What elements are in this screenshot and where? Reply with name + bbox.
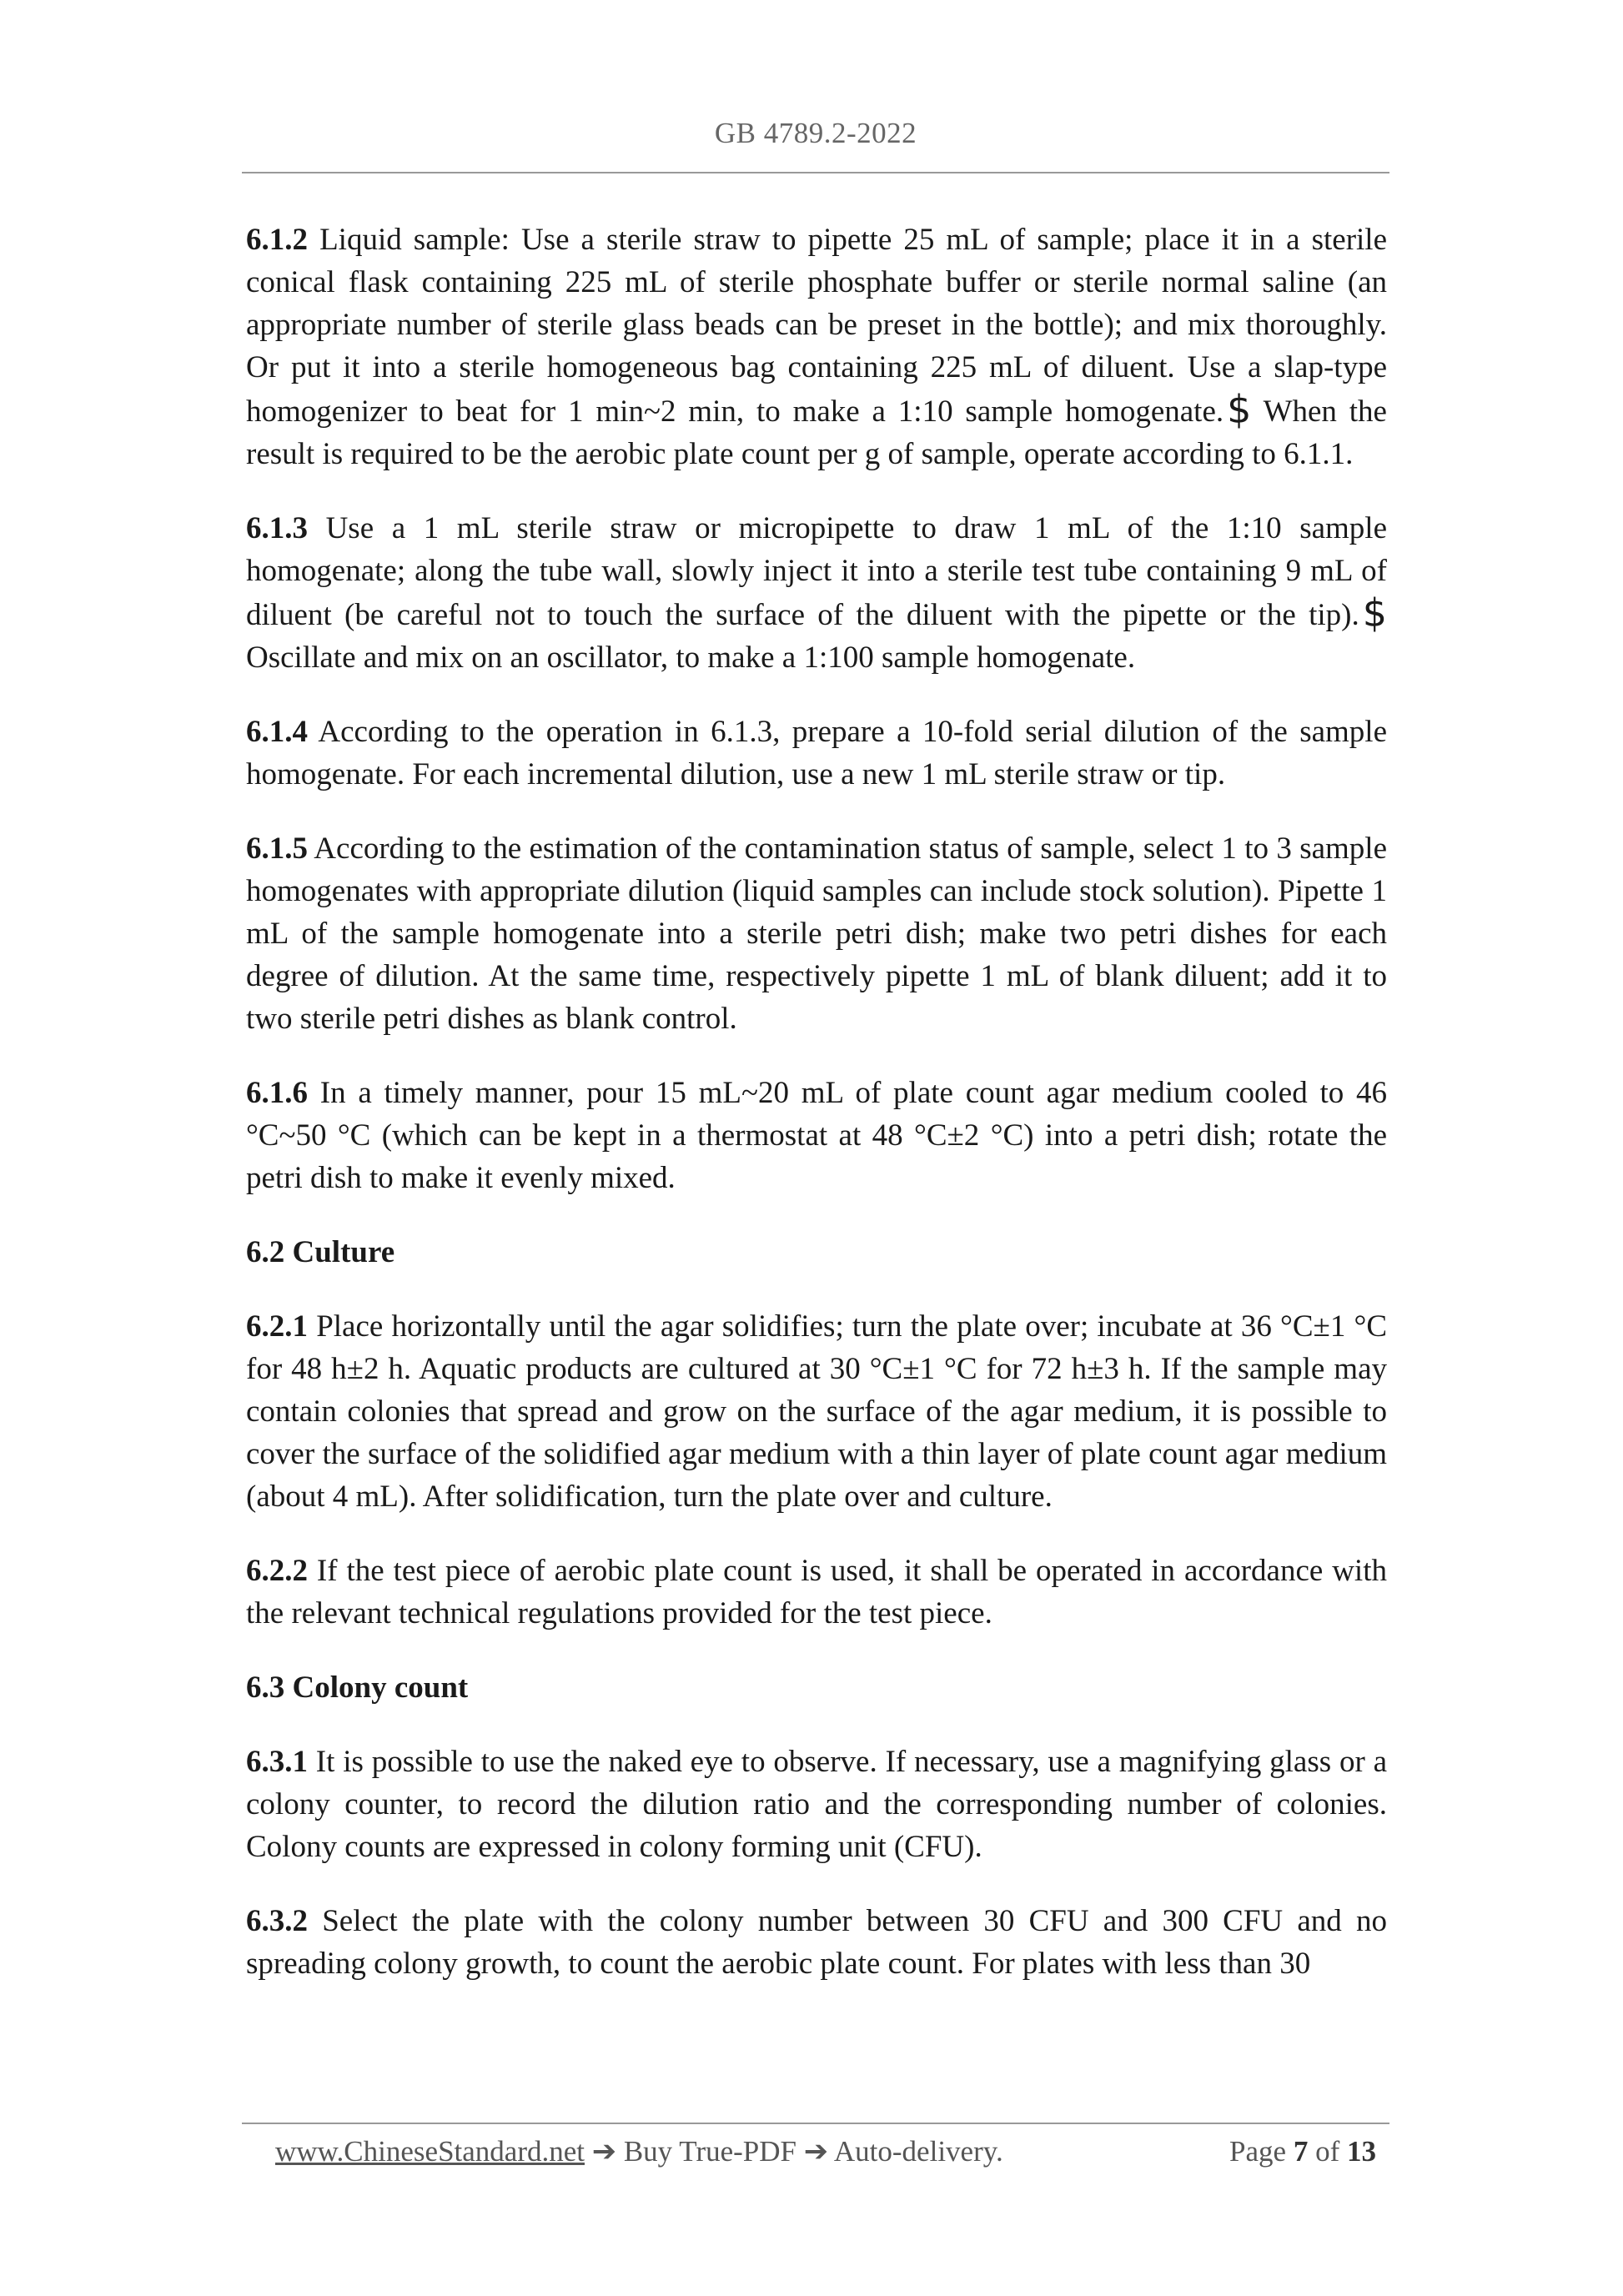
document-body — [246, 219, 1387, 2017]
dollar-mark: $ — [1362, 590, 1387, 636]
clause-text: According to the estimation of the contamination status of sample, select 1 to 3 sample homogenates with appropriate dilution (liquid samples can include stock solution). Pipette 1 mL of the sample homogenate into a sterile petri dish; make two petri dishes for each degree of dilution. At the same time, respectively pipette 1 mL of blank diluent; add it to two sterile petri dishes as blank control. — [246, 831, 1387, 1036]
clause-6-2-2 — [246, 1550, 1387, 1635]
dollar-mark: $ — [1227, 387, 1252, 432]
clause-number: 6.1.5 — [246, 831, 308, 866]
site-link[interactable]: www.ChineseStandard.net — [275, 2135, 585, 2168]
clause-text: Liquid sample: Use a sterile straw to pipette 25 mL of sample; place it in a sterile conical flask containing 225 mL of sterile phosphate buffer or sterile normal saline (an appropriate number of sterile glass beads can be preset in the bottle); and mix thoroughly. Or put it into a sterile homogeneous bag containing 225 mL of diluent. Use a slap-type homogenizer to beat for 1 min~2 min, to make a 1:10 sample homogenate. — [246, 223, 1387, 429]
clause-number: 6.1.6 — [246, 1076, 308, 1110]
clause-number: 6.3.2 — [246, 1904, 308, 1938]
clause-text-continued: Oscillate and mix on an oscillator, to make a 1:100 sample homogenate. — [246, 641, 1136, 675]
page-total: 13 — [1347, 2135, 1376, 2168]
clause-6-1-6 — [246, 1072, 1387, 1199]
clause-6-3-2 — [246, 1900, 1387, 1985]
clause-text: If the test piece of aerobic plate count is used, it shall be operated in accordance with the relevant technical regulations provided for the test piece. — [246, 1554, 1387, 1630]
buy-pdf-text: Buy True-PDF — [623, 2135, 796, 2168]
header-divider — [242, 172, 1389, 173]
clause-6-1-3 — [246, 507, 1387, 679]
clause-text-continued: When the result is required to be the aerobic plate count per g of sample, operate according to 6.1.1. — [246, 394, 1387, 471]
footer-divider — [242, 2123, 1389, 2124]
footer-links — [275, 2135, 1003, 2168]
clause-number: 6.1.2 — [246, 223, 308, 257]
auto-delivery-text: Auto-delivery. — [833, 2135, 1003, 2168]
document-header: GB 4789.2-2022 — [714, 117, 917, 149]
clause-6-2-1 — [246, 1305, 1387, 1518]
clause-6-1-5 — [246, 827, 1387, 1040]
clause-6-1-4 — [246, 711, 1387, 796]
arrow-icon: ➔ — [796, 2135, 834, 2168]
clause-number: 6.2.1 — [246, 1309, 308, 1344]
of-word: of — [1315, 2135, 1340, 2168]
arrow-icon: ➔ — [585, 2135, 624, 2168]
clause-text: Place horizontally until the agar solidifies; turn the plate over; incubate at 36 °C±1 °C for 48 h±2 h. Aquatic products are cultured at 30 °C±1 °C for 72 h±3 h. If the sample may contain colonies that spread and grow on the surface of the agar medium, it is possible to cover the surface of the solidified agar medium with a thin layer of plate count agar medium (about 4 mL). After solidification, turn the plate over and culture. — [246, 1309, 1387, 1514]
clause-6-1-2 — [246, 219, 1387, 475]
clause-text: Select the plate with the colony number between 30 CFU and 300 CFU and no spreading colony growth, to count the aerobic plate count. For plates with less than 30 — [246, 1904, 1387, 1981]
clause-text: It is possible to use the naked eye to observe. If necessary, use a magnifying glass or a colony counter, to record the dilution ratio and the corresponding number of colonies. Colony counts are expressed in colony forming unit (CFU). — [246, 1745, 1387, 1864]
clause-text: Use a 1 mL sterile straw or micropipette to draw 1 mL of the 1:10 sample homogenate; along the tube wall, slowly inject it into a sterile test tube containing 9 mL of diluent (be careful not to touch the surface of the diluent with the pipette or the tip). — [246, 511, 1387, 632]
section-heading-6-3: 6.3 Colony count — [246, 1671, 469, 1705]
clause-6-3-1 — [246, 1741, 1387, 1868]
clause-text: In a timely manner, pour 15 mL~20 mL of plate count agar medium cooled to 46 °C~50 °C (which can be kept in a thermostat at 48 °C±2 °C) into a petri dish; rotate the petri dish to make it evenly mixed. — [246, 1076, 1387, 1195]
clause-number: 6.1.4 — [246, 715, 308, 749]
page-indicator — [1229, 2135, 1376, 2168]
page-word: Page — [1229, 2135, 1287, 2168]
clause-number: 6.3.1 — [246, 1745, 308, 1779]
clause-text: According to the operation in 6.1.3, prepare a 10-fold serial dilution of the sample homogenate. For each incremental dilution, use a new 1 mL sterile straw or tip. — [246, 715, 1387, 791]
page-number: 7 — [1293, 2135, 1309, 2168]
clause-number: 6.2.2 — [246, 1554, 308, 1588]
section-heading-6-2: 6.2 Culture — [246, 1235, 395, 1269]
clause-number: 6.1.3 — [246, 511, 308, 545]
